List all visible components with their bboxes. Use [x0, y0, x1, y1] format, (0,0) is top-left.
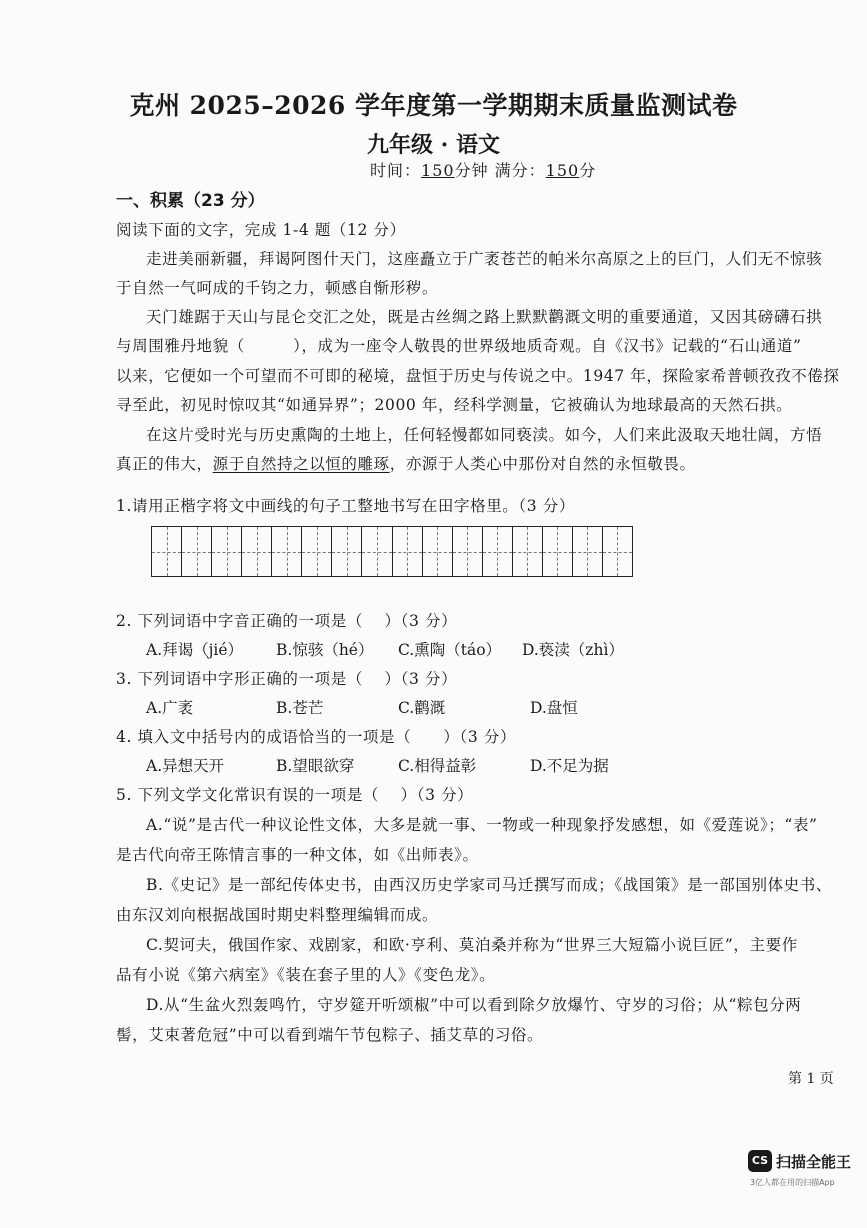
time-value: 150 — [421, 161, 455, 180]
q5-option-b-cont: 由东汉刘向根据战国时期史料整理编辑而成。 — [116, 906, 439, 924]
option-c: C.鹳溉 — [398, 699, 446, 717]
grid-cell[interactable] — [272, 527, 302, 576]
q5-option-d-cont: 髻，艾束著危冠”中可以看到端午节包粽子、插艾草的习俗。 — [116, 1026, 544, 1044]
grid-cell[interactable] — [513, 527, 543, 576]
q5-option-d: D.从“生盆火烈轰鸣竹，守岁筵开听颂椒”中可以看到除夕放爆竹、守岁的习俗；从“粽包分两 — [146, 996, 802, 1014]
option-c: C.熏陶（táo） — [398, 641, 502, 659]
grid-cell[interactable] — [152, 527, 182, 576]
camscanner-logo-icon: CS — [748, 1150, 772, 1172]
time-score-info: 时间：150分钟 满分：150分 — [370, 161, 597, 180]
q5-option-a: A.“说”是古代一种议论性文体，大多是就一事、一物或一种现象抒发感想，如《爱莲说》；“表” — [146, 816, 818, 834]
grid-cell[interactable] — [332, 527, 362, 576]
passage-line: 寻至此，初见时惊叹其“如通异界”；2000 年，经科学测量，它被确认为地球最高的天然石拱。 — [116, 396, 793, 414]
grid-cell[interactable] — [362, 527, 392, 576]
passage-line: 天门雄踞于天山与昆仑交汇之处，既是古丝绸之路上默默鹳溉文明的重要通道，又因其磅礴石拱 — [146, 308, 823, 326]
option-a: A.异想天开 — [146, 757, 225, 775]
question-2: 2. 下列词语中字音正确的一项是（ ）（3 分） — [116, 612, 458, 630]
scanner-watermark — [748, 1150, 863, 1190]
passage-line: 走进美丽新疆，拜谒阿图什天门，这座矗立于广袤苍芒的帕米尔高原之上的巨门，人们无不惊骇 — [146, 250, 823, 268]
grid-cell[interactable] — [302, 527, 332, 576]
q5-option-b: B.《史记》是一部纪传体史书，由西汉历史学家司马迁撰写而成；《战国策》是一部国别体史书、 — [146, 876, 832, 894]
passage-line: 以来，它便如一个可望而不可即的秘境，盘恒于历史与传说之中。1947 年，探险家希普顿孜孜不倦探 — [116, 367, 840, 385]
grid-cell[interactable] — [423, 527, 453, 576]
passage-line: 在这片受时光与历史熏陶的土地上，任何轻慢都如同亵渎。如今，人们来此汲取天地壮阔，方悟 — [146, 426, 823, 444]
question-1: 1.请用正楷字将文中画线的句子工整地书写在田字格里。（3 分） — [116, 497, 575, 515]
grid-cell[interactable] — [182, 527, 212, 576]
option-d: D.盘恒 — [530, 699, 578, 717]
question-3: 3. 下列词语中字形正确的一项是（ ）（3 分） — [116, 670, 458, 688]
page-number: 第 1 页 — [788, 1071, 834, 1087]
q5-option-c-cont: 品有小说《第六病室》《装在套子里的人》《变色龙》。 — [116, 966, 496, 984]
option-b: B.苍芒 — [276, 699, 324, 717]
question-4: 4. 填入文中括号内的成语恰当的一项是（ ）（3 分） — [116, 728, 517, 746]
grid-cell[interactable] — [242, 527, 272, 576]
exam-title: 克州 2025–2026 学年度第一学期期末质量监测试卷 — [129, 91, 738, 120]
option-a: A.广袤 — [146, 699, 194, 717]
grid-cell[interactable] — [393, 527, 423, 576]
grid-cell[interactable] — [573, 527, 603, 576]
option-d: D.亵渎（zhì） — [522, 641, 624, 659]
q5-option-a-cont: 是古代向帝王陈情言事的一种文体，如《出师表》。 — [116, 846, 479, 864]
grid-cell[interactable] — [483, 527, 513, 576]
option-c: C.相得益彰 — [398, 757, 477, 775]
section-title: 一、积累（23 分） — [116, 191, 265, 211]
grid-cell[interactable] — [453, 527, 483, 576]
passage-line: 真正的伟大，源于自然持之以恒的雕琢，亦源于人类心中那份对自然的永恒敬畏。 — [116, 455, 696, 473]
option-b: B.望眼欲穿 — [276, 757, 355, 775]
q5-option-c: C.契诃夫，俄国作家、戏剧家，和欧·亨利、莫泊桑并称为“世界三大短篇小说巨匠”，主要作 — [146, 936, 798, 954]
brand-tagline: 3亿人都在用的扫描App — [750, 1178, 835, 1187]
score-value: 150 — [545, 161, 580, 180]
reading-instruction: 阅读下面的文字，完成 1-4 题（12 分） — [116, 221, 406, 239]
passage-line: 于自然一气呵成的千钧之力，顿感自惭形秽。 — [116, 279, 439, 297]
underlined-sentence: 源于自然持之以恒的雕琢 — [212, 455, 390, 473]
grid-cell[interactable] — [603, 527, 632, 576]
exam-subtitle: 九年级 · 语文 — [367, 132, 500, 158]
brand-name: 扫描全能王 — [776, 1153, 852, 1171]
option-d: D.不足为据 — [530, 757, 609, 775]
grid-cell[interactable] — [543, 527, 573, 576]
grid-cell[interactable] — [212, 527, 242, 576]
passage-line: 与周围雅丹地貌（ ），成为一座令人敬畏的世界级地质奇观。自《汉书》记载的“石山通道” — [116, 337, 802, 355]
option-b: B.惊骇（hé） — [276, 641, 374, 659]
option-a: A.拜谒（jié） — [146, 641, 244, 659]
question-5: 5. 下列文学文化常识有误的一项是（ ）（3 分） — [116, 786, 474, 804]
tianzige-writing-grid[interactable] — [151, 526, 633, 577]
